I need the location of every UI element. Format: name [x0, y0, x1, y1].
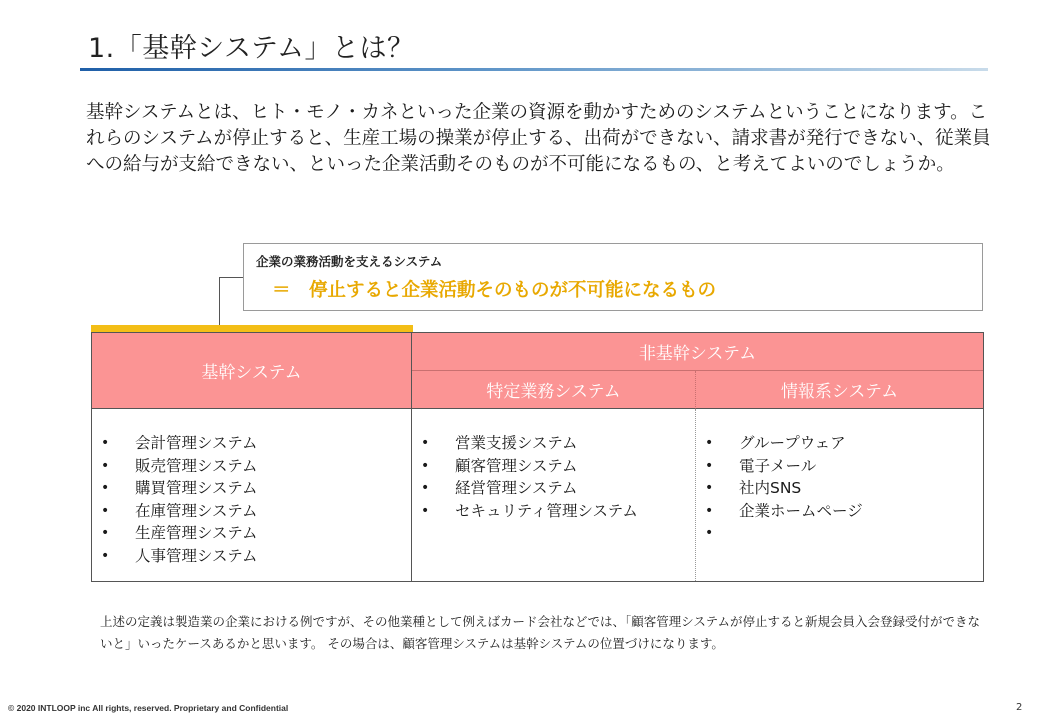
- list-item: • 生産管理システム: [92, 522, 411, 545]
- list-item: • 販売管理システム: [92, 455, 411, 478]
- title-underline: [80, 68, 988, 71]
- definition-equation: ＝ 停止すると企業活動そのものが不可能になるもの: [272, 280, 717, 301]
- core-systems-cell: [92, 409, 412, 581]
- list-item: • 企業ホームページ: [696, 500, 983, 523]
- connector-line-vertical: [219, 277, 220, 325]
- specific-business-systems-cell: [412, 409, 696, 581]
- system-classification-table: [91, 332, 984, 582]
- list-item: • 電子メール: [696, 455, 983, 478]
- slide-title: 1.「基幹システム」とは？: [88, 33, 415, 64]
- footnote-text: 上述の定義は製造業の企業における例ですが、その他業種として例えばカード会社などでは、「顧客管理システムが停止すると新規会員入会登録受付ができないと」いったケースあるかと思います。 その場合は、顧客管理システムは基幹システムの位置づけになります。: [100, 614, 981, 651]
- list-item: • セキュリティ管理システム: [412, 500, 695, 523]
- highlight-bar: [91, 325, 413, 332]
- list-item: • 人事管理システム: [92, 545, 411, 568]
- page-number: 2: [1016, 702, 1023, 713]
- copyright-footer: © 2020 INTLOOP inc All rights, reserved. Proprietary and Confidential: [8, 703, 289, 713]
- connector-line-horizontal: [219, 277, 243, 278]
- list-item: • 在庫管理システム: [92, 500, 411, 523]
- list-item: • 顧客管理システム: [412, 455, 695, 478]
- list-item: [696, 522, 983, 545]
- header-non-core-systems: 非基幹システム: [412, 333, 983, 371]
- header-specific-business-systems: 特定業務システム: [412, 371, 696, 409]
- definition-label: 企業の業務活動を支えるシステム: [256, 254, 443, 269]
- list-item: • 営業支援システム: [412, 432, 695, 455]
- list-item: • グループウェア: [696, 432, 983, 455]
- list-item: • 社内SNS: [696, 477, 983, 500]
- information-systems-list: [696, 432, 983, 545]
- information-systems-cell: [696, 409, 983, 581]
- list-item: • 会計管理システム: [92, 432, 411, 455]
- definition-box: [243, 243, 983, 311]
- header-core-systems: 基幹システム: [92, 333, 412, 409]
- list-item: • 購買管理システム: [92, 477, 411, 500]
- core-systems-list: [92, 432, 411, 568]
- list-item: • 経営管理システム: [412, 477, 695, 500]
- specific-business-systems-list: [412, 432, 695, 522]
- header-information-systems: 情報系システム: [696, 371, 983, 409]
- intro-paragraph: 基幹システムとは、ヒト・モノ・カネといった企業の資源を動かすためのシステムということになります。これらのシステムが停止すると、生産工場の操業が停止する、出荷ができない、請求書が発行できない、従業員への給与が支給できない、といった企業活動そのものが不可能になるもの、と考えてよいのでしょうか。: [86, 102, 991, 175]
